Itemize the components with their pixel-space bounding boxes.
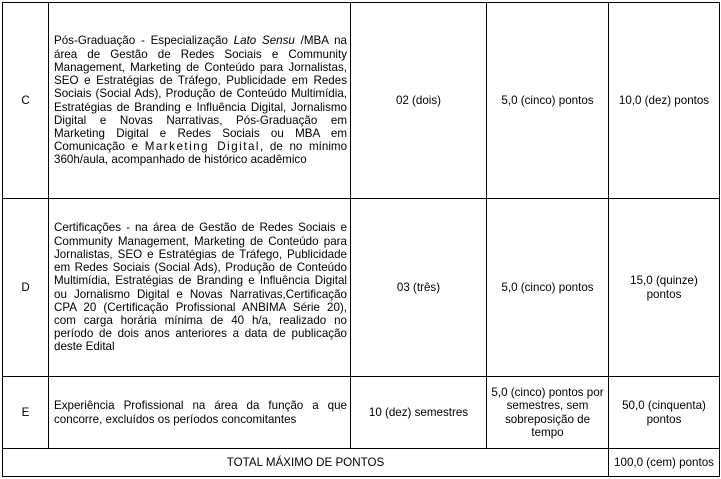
row-description (49, 3, 351, 199)
table-row (3, 199, 720, 377)
description-part: , de no mínimo 360h/aula, acompanhado de histórico acadêmico (54, 140, 348, 167)
description-text: Experiência Profissional na área da função a que concorre, excluídos os períodos concomitantes (54, 399, 347, 426)
row-description (49, 377, 351, 449)
description-text: Certificações - na área de Gestão de Redes Sociais e Community Management, Marketing de Conteúdo para Jornalistas, SEO e Estratégias de Tráfego, Publicidade em Redes Sociais (Social Ads), Produção de Conteúdo Multimídia, Estratégias de Branding e Influência Digital ou Jornalismo Digital e Novas Narrativas,Certificação CPA 20 (Certificação Profissional ANBIMA Série 20), com carga horária mínima de 40 h/a, realizado no período de dois anos anteriores a data de publicação deste Edital (54, 221, 347, 354)
score-table (2, 2, 720, 477)
row-quantity: 10 (dez) semestres (351, 377, 487, 449)
table-row (3, 377, 720, 449)
row-quantity: 02 (dois) (351, 3, 487, 199)
description-spaced: Marketing Digital (144, 140, 260, 154)
row-letter: E (3, 377, 49, 449)
row-quantity: 03 (três) (351, 199, 487, 377)
description-text (54, 34, 347, 166)
total-label: TOTAL MÁXIMO DE PONTOS (3, 449, 609, 477)
row-unit-points: 5,0 (cinco) pontos por semestres, sem sobreposição de tempo (487, 377, 609, 449)
row-max-points: 50,0 (cinquenta) pontos (609, 377, 720, 449)
total-value: 100,0 (cem) pontos (609, 449, 720, 477)
row-description (49, 199, 351, 377)
table-row (3, 3, 720, 199)
description-part: /MBA na área de Gestão de Redes Sociais e Community Management, Marketing de Conteúdo para Jornalistas, SEO e Estratégias de Tráfego, Publicidade em Redes Sociais (Social Ads), Produção de Conteúdo Multimídia, Estratégias de Branding e Influência Digital, Jornalismo Digital e Novas Narrativas, Pós-Graduação em Marketing Digital e Redes Sociais ou MBA em Comunicação e (54, 34, 347, 154)
row-unit-points: 5,0 (cinco) pontos (487, 3, 609, 199)
row-unit-points: 5,0 (cinco) pontos (487, 199, 609, 377)
total-row (3, 449, 720, 477)
row-letter: D (3, 199, 49, 377)
row-max-points: 10,0 (dez) pontos (609, 3, 720, 199)
row-max-points: 15,0 (quinze) pontos (609, 199, 720, 377)
description-italic: Lato Sensu (233, 34, 295, 48)
description-part: Pós-Graduação - Especialização (54, 34, 234, 48)
row-letter: C (3, 3, 49, 199)
